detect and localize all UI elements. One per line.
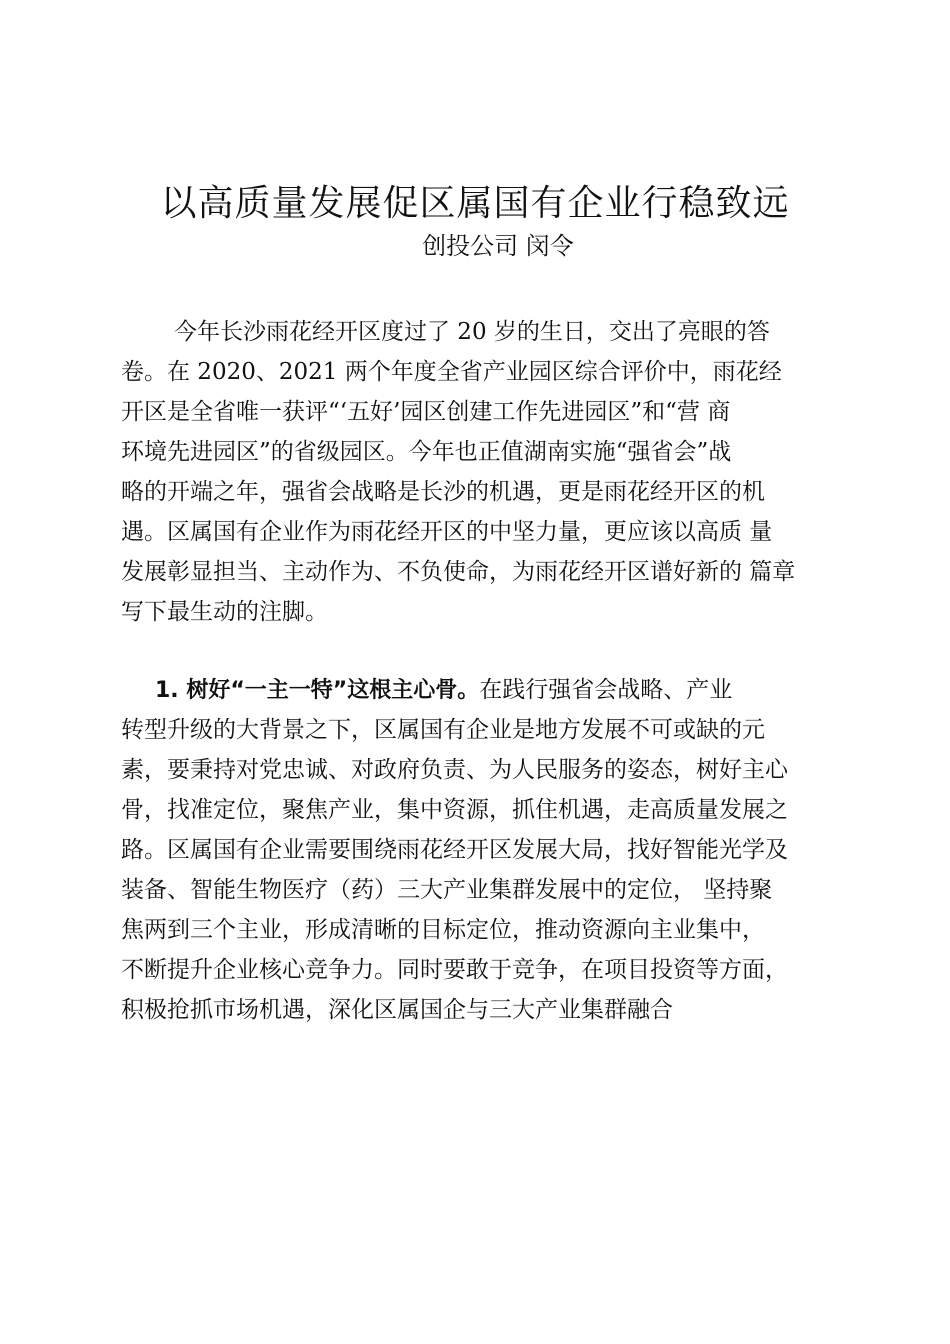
- paragraph-line: 遇。区属国有企业作为雨花经开区的中坚力量，更应该以高质 量: [121, 519, 773, 545]
- paragraph-line: 环境先进园区”的省级园区。今年也正值湖南实施“强省会”战: [121, 439, 732, 465]
- paragraph-line: 素，要秉持对党忠诚、对政府负责、为人民服务的姿态，树好主心: [121, 757, 788, 783]
- paragraph-line: 略的开端之年，强省会战略是长沙的机遇，更是雨花经开区的机: [121, 479, 765, 505]
- document-title: 以高质量发展促区属国有企业行稳致远: [160, 183, 790, 224]
- paragraph-section-1: [121, 670, 837, 1030]
- section-first-line-text: 在践行强省会战略、产业: [479, 677, 733, 703]
- paragraph-line: 今年长沙雨花经开区度过了 20 岁的生日，交出了亮眼的答: [174, 319, 770, 345]
- section-first-line: [121, 670, 837, 710]
- paragraph-line: 装备、智能生物医疗（药）三大产业集群发展中的定位， 坚持聚: [121, 877, 773, 903]
- paragraph-line: 转型升级的大背景之下，区属国有企业是地方发展不可或缺的元: [121, 717, 765, 743]
- paragraph-line: 焦两到三个主业，形成清晰的目标定位，推动资源向主业集中，: [121, 917, 765, 943]
- paragraph-intro: [121, 312, 837, 632]
- paragraph-line: 路。区属国有企业需要围绕雨花经开区发展大局，找好智能光学及: [121, 837, 788, 863]
- paragraph-line: 写下最生动的注脚。: [121, 599, 328, 625]
- paragraph-line: 卷。在 2020、2021 两个年度全省产业园区综合评价中，雨花经: [121, 359, 782, 385]
- paragraph-line: 积极抢抓市场机遇，深化区属国企与三大产业集群融合: [121, 997, 673, 1023]
- paragraph-line: 发展彰显担当、主动作为、不负使命，为雨花经开区谱好新的 篇章: [121, 559, 796, 585]
- document-author: 创投公司 闵令: [422, 232, 574, 260]
- section-heading: 1. 树好“一主一特”这根主心骨。: [155, 678, 480, 703]
- paragraph-line: 骨，找准定位，聚焦产业，集中资源，抓住机遇，走高质量发展之: [121, 797, 788, 823]
- paragraph-line: 不断提升企业核心竞争力。同时要敢于竞争，在项目投资等方面，: [121, 957, 788, 983]
- paragraph-line: 开区是全省唯一获评“‘五好’园区创建工作先进园区”和“营 商: [121, 399, 731, 425]
